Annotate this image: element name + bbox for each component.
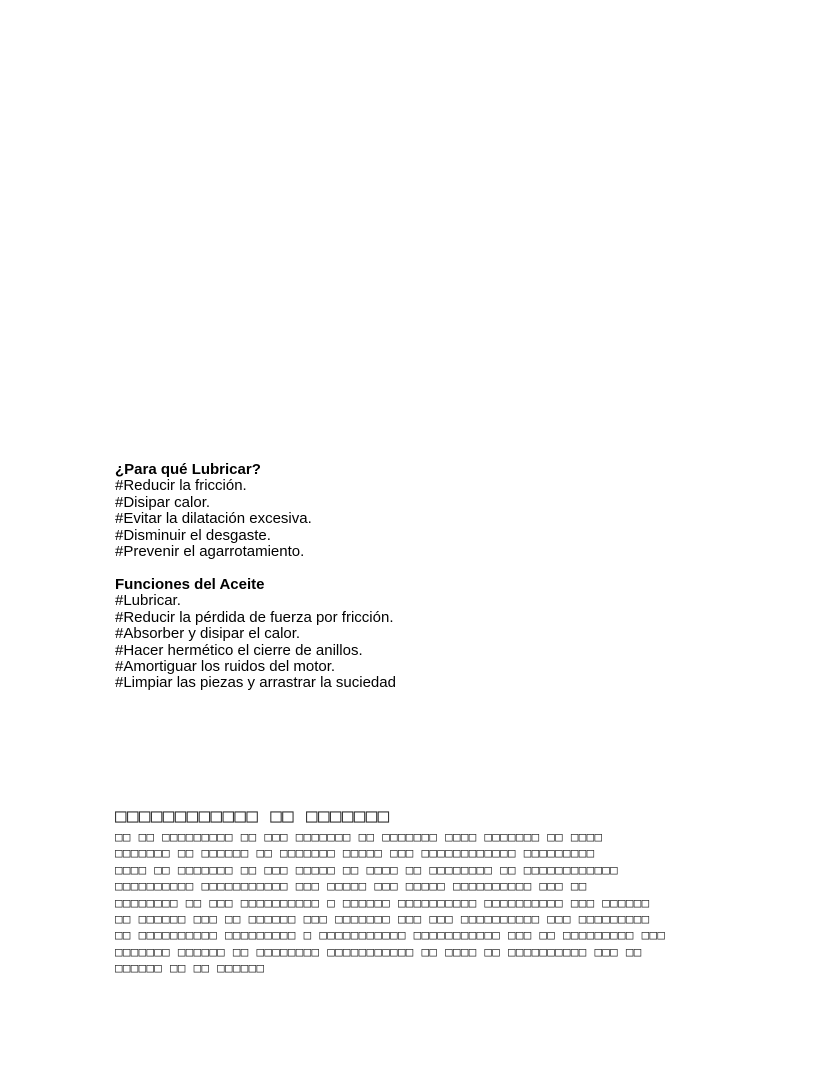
- section-heading: ¿Para qué Lubricar?: [115, 461, 261, 478]
- paragraph-line: □□□□ □□ □□□□□□□ □□ □□□ □□□□□ □□ □□□□ □□ □□□□□□□□ □□ □□□□□□□□□□□□: [115, 861, 619, 877]
- section-heading: □□□□□□□□□□□□ □□ □□□□□□□: [115, 805, 390, 827]
- list-item: #Amortiguar los ruidos del motor.: [115, 658, 336, 676]
- list-item: #Lubricar.: [115, 592, 181, 610]
- list-item: #Reducir la pérdida de fuerza por fricción.: [115, 608, 394, 626]
- list-item: #Absorber y disipar el calor.: [115, 625, 301, 643]
- paragraph-line: □□□□□□□□ □□ □□□ □□□□□□□□□□ □ □□□□□□ □□□□□□□□□□ □□□□□□□□□□ □□□ □□□□□□: [115, 894, 650, 910]
- list-item: #Reducir la fricción.: [115, 477, 247, 495]
- list-item: #Limpiar las piezas y arrastrar la suciedad: [115, 674, 396, 692]
- paragraph-line: □□□□□□□ □□□□□□ □□ □□□□□□□□ □□□□□□□□□□□ □□ □□□□ □□ □□□□□□□□□□ □□□ □□: [115, 943, 642, 959]
- paragraph-line: □□□□□□□ □□ □□□□□□ □□ □□□□□□□ □□□□□ □□□ □□□□□□□□□□□□ □□□□□□□□□: [115, 845, 595, 861]
- paragraph-line: □□ □□□□□□□□□□ □□□□□□□□□ □ □□□□□□□□□□□ □□□□□□□□□□□ □□□ □□ □□□□□□□□□ □□□: [115, 927, 666, 943]
- para-que-lubricar-section: [115, 462, 312, 560]
- paragraph-line: □□□□□□ □□ □□ □□□□□□: [115, 960, 265, 976]
- list-item: #Prevenir el agarrotamiento.: [115, 543, 305, 561]
- section-heading: Funciones del Aceite: [115, 576, 265, 593]
- paragraph-line: □□ □□ □□□□□□□□□ □□ □□□ □□□□□□□ □□ □□□□□□□ □□□□ □□□□□□□ □□ □□□□: [115, 829, 603, 844]
- paragraph-line: □□□□□□□□□□ □□□□□□□□□□□ □□□ □□□□□ □□□ □□□□□ □□□□□□□□□□ □□□ □□: [115, 878, 587, 894]
- paragraph-line: □□ □□□□□□ □□□ □□ □□□□□□ □□□ □□□□□□□ □□□ □□□ □□□□□□□□□□ □□□ □□□□□□□□□: [115, 911, 650, 927]
- list-item: #Evitar la dilatación excesiva.: [115, 510, 312, 528]
- list-item: #Disipar calor.: [115, 493, 211, 511]
- list-item: #Disminuir el desgaste.: [115, 526, 271, 544]
- funciones-aceite-section: [115, 577, 396, 692]
- list-item: #Hacer hermético el cierre de anillos.: [115, 641, 363, 659]
- missing-glyph-section: [115, 805, 665, 977]
